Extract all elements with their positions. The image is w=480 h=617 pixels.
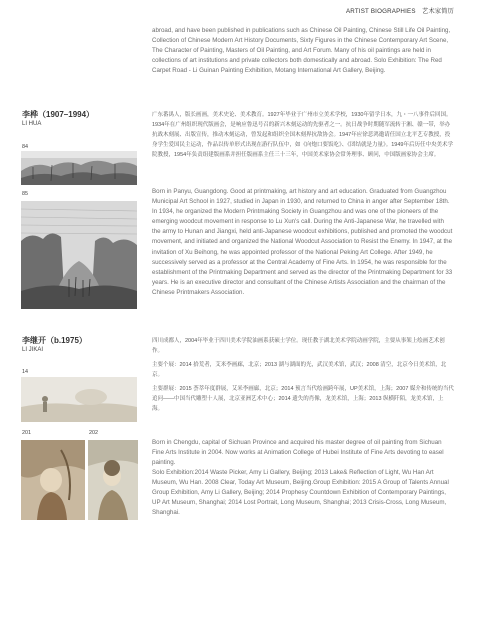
artist2-bio-en: Born in Chengdu, capital of Sichuan Province and acquired his master degree of oil painting from Sichuan Fine Arts Institute in 2004. Now works at Animation College of Hubei Institute of Fine Arts devoting to easel painting. — [152, 439, 444, 467]
artist1-bio-cn: 广东番禺人，版长画画，美术史论、美术教育。1927年毕业于广州市立美术学校，1930年留学日本，九・一八事件后回国。1934年在广州组织现代版画会，是响应鲁迅号召的新兴木刻运动的先驱者之一。抗日战争时期随军流转于湘、赣一带，举办抗战木刻展、出版宣传，推动木刻运动，曾发起和组织全国木刻界抗敌协会。1947年应徐悲鸿邀请任国立北平艺专教授，投身学生爱国民主运动，作品以传单形式出现在游行队伍中，如《向炮口要饭吃》、《团结就是力量》。1949年后历任中央美术学院教授，1954年负责组建版画系并担任版画系主任三十三年，中国美术家协会常务理事、顾问，中国版画家协会主席。 — [152, 112, 453, 159]
artist1-woodcut-image-2 — [21, 201, 137, 309]
artist1-fig1-number: 84 — [22, 144, 28, 150]
intro-paragraph: abroad, and have been published in publications such as Chinese Oil Painting, Chinese Still Life Oil Painting, Collection of Chinese Modern Art History Documents, Sixty Figures in the Chinese Contemporary Art Scene, The Character of Painting, Masters of Oil Painting, and Art Forum. Many of his oil paintings are held in collections of art institutions and private collectors both domestically and abroad. Solo Exhibition: The Red Carpet Road - Li Guinan Painting Exhibition, Motang International Art Gallery, Beijing. — [152, 27, 451, 75]
artist1-bio-en: Born in Panyu, Guangdong. Good at printmaking, art history and art education. Graduated from Guangzhou Municipal Art School in 1927, studied in Japan in 1930, and returned to China in anger after September 18th. In 1934, he organized the Modern Printmaking Society in Guangzhou and was one of the pioneers of the emerging woodcut movement in response to Lu Xun's call. During the Anti-Japanese War, he travelled with the army to Hunan and Jiangxi, held anti-Japanese woodcut exhibitions, published and promoted the woodcut movement, and initiated and organized the National Woodcut Association to Resist the Enemy. In 1947, at the invitation of Xu Beihong, he was appointed professor of the National Peking Art College. After 1949, he successively served as a professor at the Central Academy of Fine Arts. In 1954, he was responsible for the establishment of the Printmaking Department and served as the director of the Printmaking Department for 33 years. He is an executive director and consultant of the Chinese Artists Association and the chairman of the Chinese Printmakers Association. — [152, 188, 453, 296]
artist1-fig2-number: 85 — [22, 191, 28, 197]
artist2-fig1-number: 14 — [22, 369, 28, 375]
artist2-painting-image-2 — [21, 440, 85, 520]
artist2-fig3-number: 202 — [89, 430, 98, 436]
artist2-fig2-number: 201 — [22, 430, 31, 436]
artist2-exhibitions-en: Solo Exhibition:2014 Waste Picker, Amy Li Gallery, Beijing; 2013 Lake& Reflection of Light, Wu Han Art Museum, Wu Han. 2008 Clear, Today Art Museum, Beijing.Group Exhibition: 2015 A Group of Talents Annual Group Exhibition, Amy Li Gallery, Beijing; 2014 Prophesy Countdown Exhibition of Contemporary Paintings, UP Art Museum, Shanghai; 2014 Lost Portrait, Long Museum, Shanghai; 2013 Crisis-Cross, Long Museum, Shanghai. — [152, 469, 449, 517]
artist2-painting-image-3 — [88, 440, 138, 520]
artist1-name-cn: 李桦（1907–1994） — [22, 110, 95, 119]
artist1-name-en: LI HUA — [22, 121, 42, 127]
artist2-name-en: LI JIKAI — [22, 347, 44, 353]
artist2-bio-cn-3: 主要群展：2015 荟萃年度群展，艾米李画廊，北京；2014 预言当代绘画跨年展，UP美术馆，上海；2007 媒介和传统的当代追问——中国当代雕塑十人展，北京亚洲艺术中心；2014 遗失的肖像，龙美术馆，上海；2013 纵横阡陌，龙美术馆，上海。 — [152, 386, 454, 413]
artist1-woodcut-image-1 — [21, 151, 137, 185]
artist2-name-cn: 李继开（b.1975） — [22, 336, 87, 345]
artist2-bio-cn-2: 主要个展：2014 拾荒者，艾米李画廊，北京；2013 湖与湖面的光，武汉美术馆，武汉；2008 清空，北京今日美术馆，北京。 — [152, 362, 447, 379]
artist2-painting-image-1 — [21, 377, 137, 422]
artist2-bio-cn-1: 四川成都人，2004年毕业于四川美术学院油画系获硕士学位。现任教于湖北美术学院动画学院，主要从事架上绘画艺术创作。 — [152, 338, 445, 355]
page-header: ARTIST BIOGRAPHIES 艺术家简历 — [345, 8, 454, 15]
